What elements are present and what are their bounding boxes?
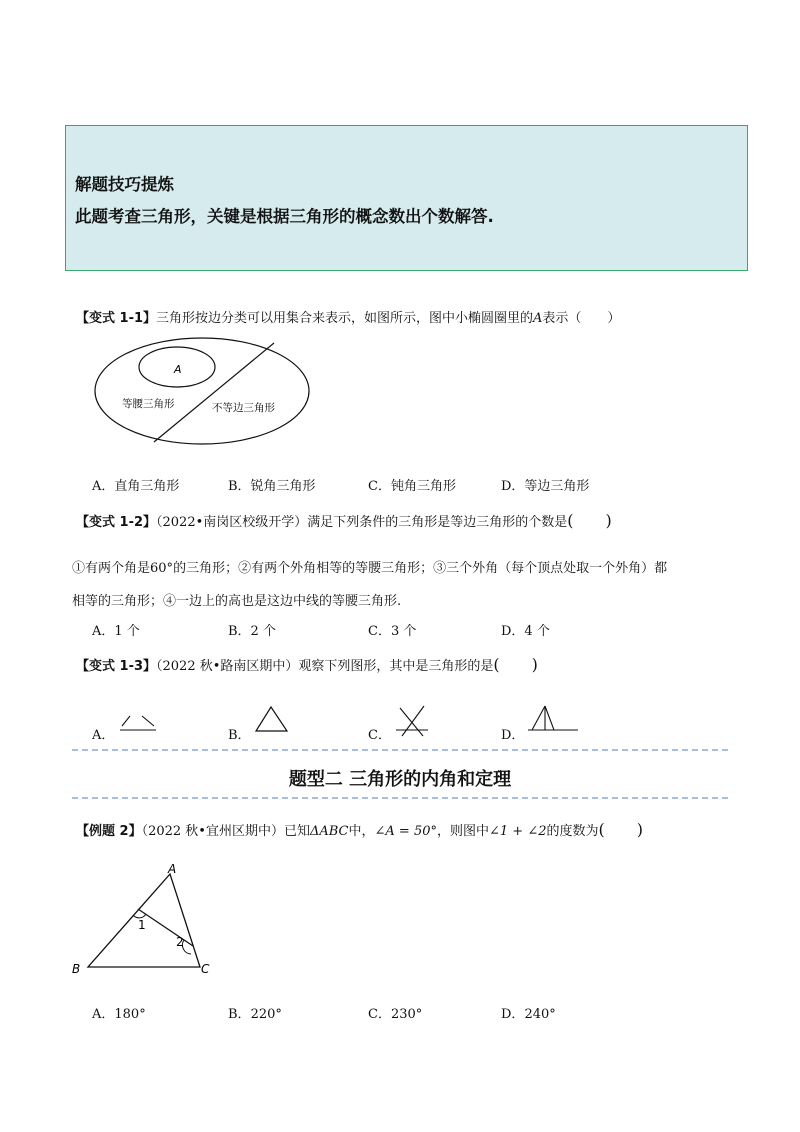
- answer-paren: ( ): [493, 655, 538, 674]
- condition-line-2: 相等的三角形；④一边上的高也是这边中线的等腰三角形.: [72, 594, 402, 609]
- option-a[interactable]: A．直角三角形: [92, 479, 180, 494]
- inner-label: A: [174, 363, 182, 376]
- question-text-4: 的度数为: [546, 824, 599, 839]
- question-text: 三角形按边分类可以用集合来表示，如图所示，图中小椭圆圈里的: [156, 311, 534, 326]
- question-text-2: 中，: [348, 824, 375, 839]
- option-b[interactable]: B．: [228, 728, 251, 743]
- angle-sum: ∠1 + ∠2: [489, 824, 547, 839]
- option-c[interactable]: [368, 1003, 422, 1022]
- question-1-2: [76, 508, 612, 531]
- question-tag: 【例题 2】: [76, 824, 142, 839]
- option-c[interactable]: C．: [368, 728, 391, 743]
- angle-1-label: 1: [138, 918, 146, 932]
- option-letter: C．: [368, 1007, 391, 1022]
- option-d[interactable]: [501, 1003, 556, 1022]
- figure-a: [116, 712, 160, 734]
- section-title: 题型二 三角形的内角和定理: [288, 769, 512, 790]
- option-a[interactable]: A．1 个: [92, 624, 140, 639]
- triangle-name: ΔABC: [309, 824, 349, 839]
- outer-ellipse: [95, 338, 309, 444]
- question-tag: 【变式 1-3】: [76, 659, 157, 674]
- left-label: 等腰三角形: [122, 398, 175, 410]
- question-tag: 【变式 1-2】: [76, 515, 157, 530]
- question-text: （2022•南岗区校级开学）满足下列条件的三角形是等边三角形的个数是: [156, 515, 568, 530]
- answer-paren: ( ): [567, 511, 612, 530]
- question-tag: 【变式 1-1】: [76, 311, 157, 326]
- option-d[interactable]: D．4 个: [501, 624, 550, 639]
- option-b[interactable]: B．2 个: [228, 624, 276, 639]
- question-text-end: 表示（ ）: [542, 311, 621, 326]
- cut-line: [138, 909, 193, 946]
- question-1-3: [76, 652, 538, 675]
- option-a[interactable]: A．: [92, 728, 115, 743]
- option-a[interactable]: [92, 1003, 146, 1022]
- angle-value: 60°: [150, 561, 174, 576]
- triangle-figure: [66, 858, 226, 980]
- section-divider-top: [72, 749, 728, 751]
- divider-line: [154, 343, 274, 442]
- set-diagram: [90, 335, 320, 447]
- option-c[interactable]: C．3 个: [368, 624, 417, 639]
- angle-2-label: 2: [176, 935, 184, 949]
- question-text: （2022 秋•路南区期中）观察下列图形，其中是三角形的是: [156, 659, 494, 674]
- tip-title: 解题技巧提炼: [75, 175, 174, 194]
- question-1-1: [76, 307, 620, 326]
- section-divider-bottom: [72, 797, 728, 799]
- answer-paren: ( ): [598, 820, 644, 839]
- option-b[interactable]: [228, 1003, 282, 1022]
- option-d[interactable]: D．等边三角形: [501, 479, 590, 494]
- example-2: [76, 817, 643, 840]
- condition-line-1: [72, 557, 667, 576]
- option-d[interactable]: D．: [501, 728, 525, 743]
- question-text: （2022 秋•宜州区期中）已知: [141, 824, 310, 839]
- option-value: 240°: [524, 1007, 556, 1022]
- figure-d: [526, 704, 580, 734]
- option-value: 230°: [390, 1007, 423, 1022]
- option-letter: B．: [228, 1007, 251, 1022]
- figure-c: [394, 704, 434, 738]
- right-label: 不等边三角形: [212, 402, 275, 414]
- vertex-b-label: B: [72, 962, 81, 976]
- option-c[interactable]: C．钝角三角形: [368, 479, 456, 494]
- option-b[interactable]: B．锐角三角形: [228, 479, 316, 494]
- vertex-a-label: A: [168, 862, 177, 876]
- vertex-c-label: C: [201, 962, 210, 976]
- tip-body: 此题考查三角形，关键是根据三角形的概念数出个数解答.: [75, 207, 494, 226]
- condition-text-end: 的三角形；②有两个外角相等的等腰三角形；③三个外角（每个顶点处取一个外角）都: [173, 561, 668, 576]
- tip-box: [65, 125, 748, 271]
- question-var: A: [533, 311, 543, 326]
- question-text-3: ，则图中: [437, 824, 490, 839]
- option-value: 220°: [250, 1007, 282, 1022]
- condition-text: ①有两个角是: [72, 561, 151, 576]
- option-value: 180°: [114, 1007, 146, 1022]
- figure-b: [252, 705, 292, 735]
- option-letter: A．: [92, 1007, 115, 1022]
- option-letter: D．: [501, 1007, 525, 1022]
- angle-condition: ∠A = 50°: [374, 824, 437, 839]
